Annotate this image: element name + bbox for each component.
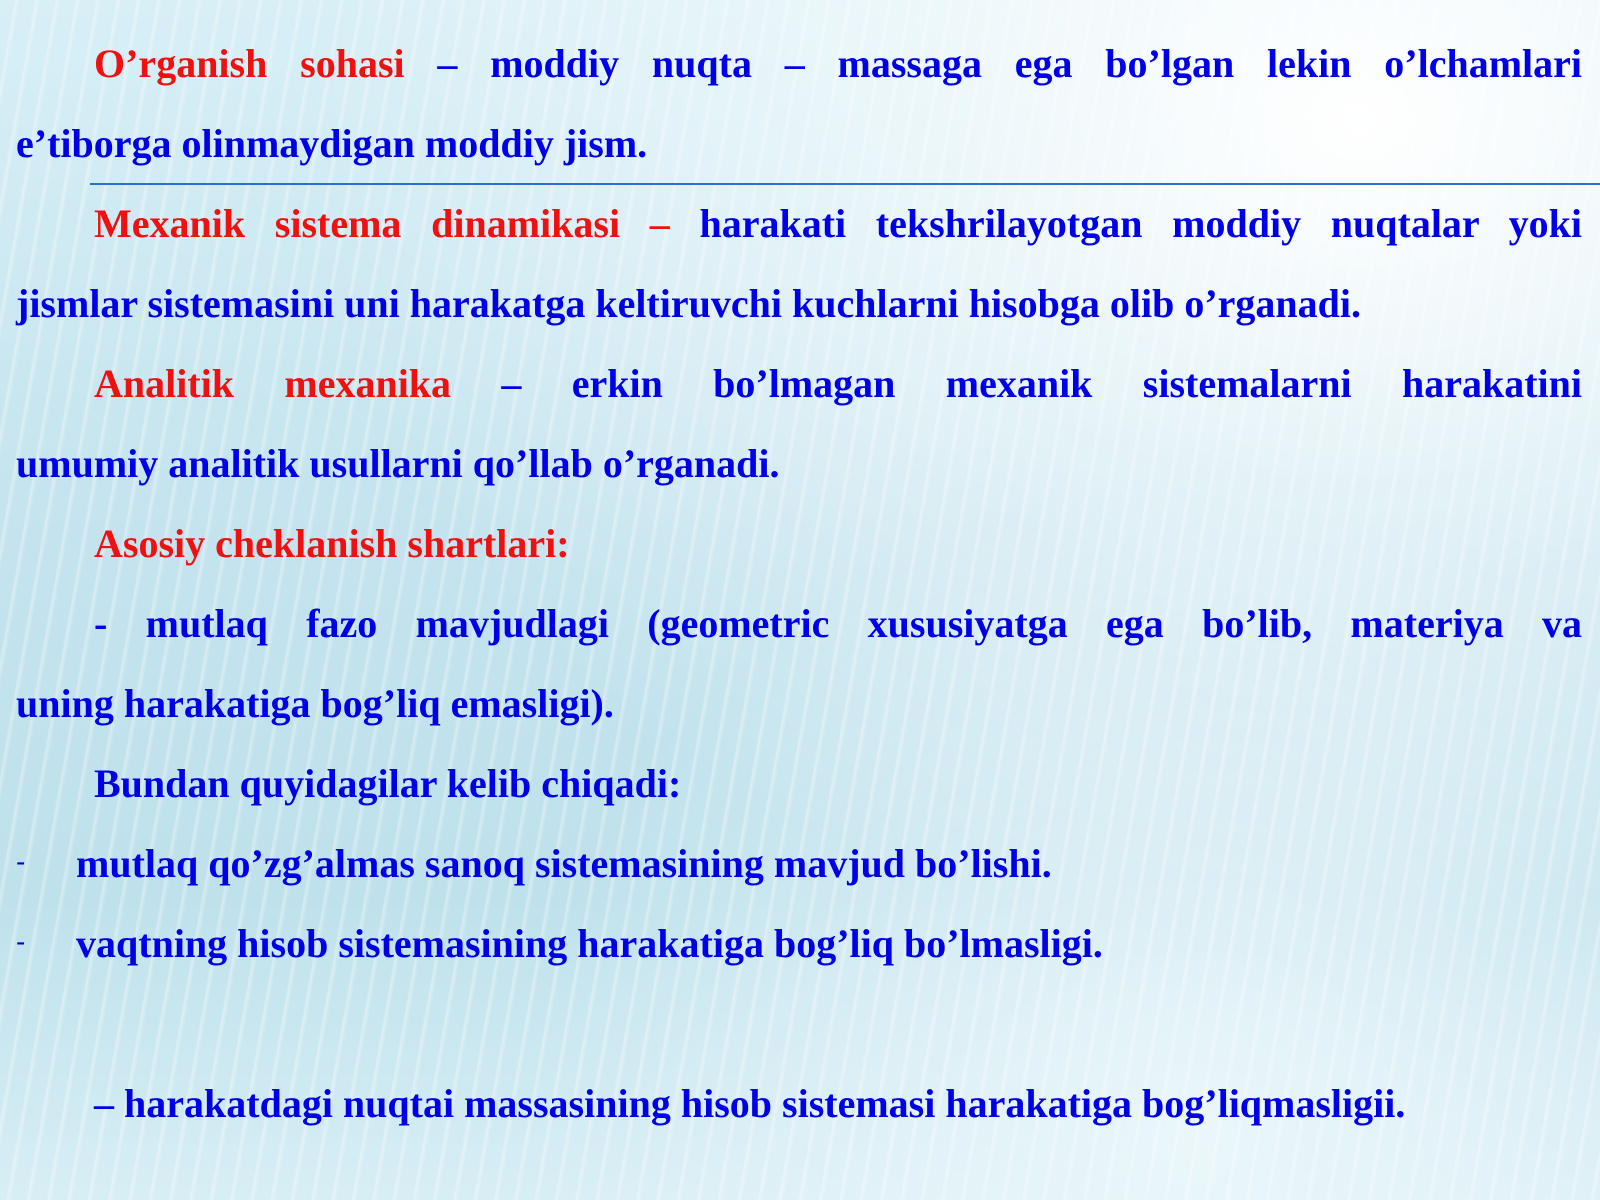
term-dynamics: Mexanik sistema dinamikasi – [94,201,670,246]
paragraph-analytic-line1 [94,360,1582,408]
paragraph-absolute-space-line1 [94,600,1582,648]
bullet-item-1: mutlaq qo’zg’almas sanoq sistemasining mavjud bo’lishi. [76,841,1052,886]
absolute-space-line1-text: - mutlaq fazo mavjudlagi (geometric xususiyatga ega bo’lib, materiya va [94,601,1582,646]
definition-study-area-line1: – moddiy nuqta – massaga ega bo’lgan lekin o’lchamlari [404,41,1582,86]
definition-analytic-line1: – erkin bo’lmagan mexanik sistemalarni harakatini [451,361,1583,406]
paragraph-dynamics-line1 [94,200,1582,248]
divider-line [90,183,1600,185]
bullet-marker-1: - [16,846,26,877]
paragraph-analytic-line2: umumiy analitik usullarni qo’llab o’rganadi. [16,441,780,486]
term-study-area: O’rganish sohasi [94,41,405,86]
bullet-marker-2: - [16,926,26,957]
paragraph-dynamics-line2: jismlar sistemasini uni harakatga keltiruvchi kuchlarni hisobga olib o’rganadi. [16,281,1362,326]
paragraph-study-area-line2: e’tiborga olinmaydigan moddiy jism. [16,121,648,166]
bullet-item-2: vaqtning hisob sistemasining harakatiga bog’liq bo’lmasligi. [76,921,1103,966]
paragraph-mass-independence: – harakatdagi nuqtai massasining hisob sistemasi harakatiga bog’liqmasligii. [94,1081,1406,1126]
paragraph-absolute-space-line2: uning harakatiga bog’liq emasligi). [16,681,614,726]
heading-constraints: Asosiy cheklanish shartlari: [94,521,570,566]
term-analytic: Analitik mexanika [94,361,452,406]
paragraph-study-area-line1 [94,40,1582,88]
definition-dynamics-line1: harakati tekshrilayotgan moddiy nuqtalar yoki [669,201,1583,246]
paragraph-consequences: Bundan quyidagilar kelib chiqadi: [94,761,682,806]
